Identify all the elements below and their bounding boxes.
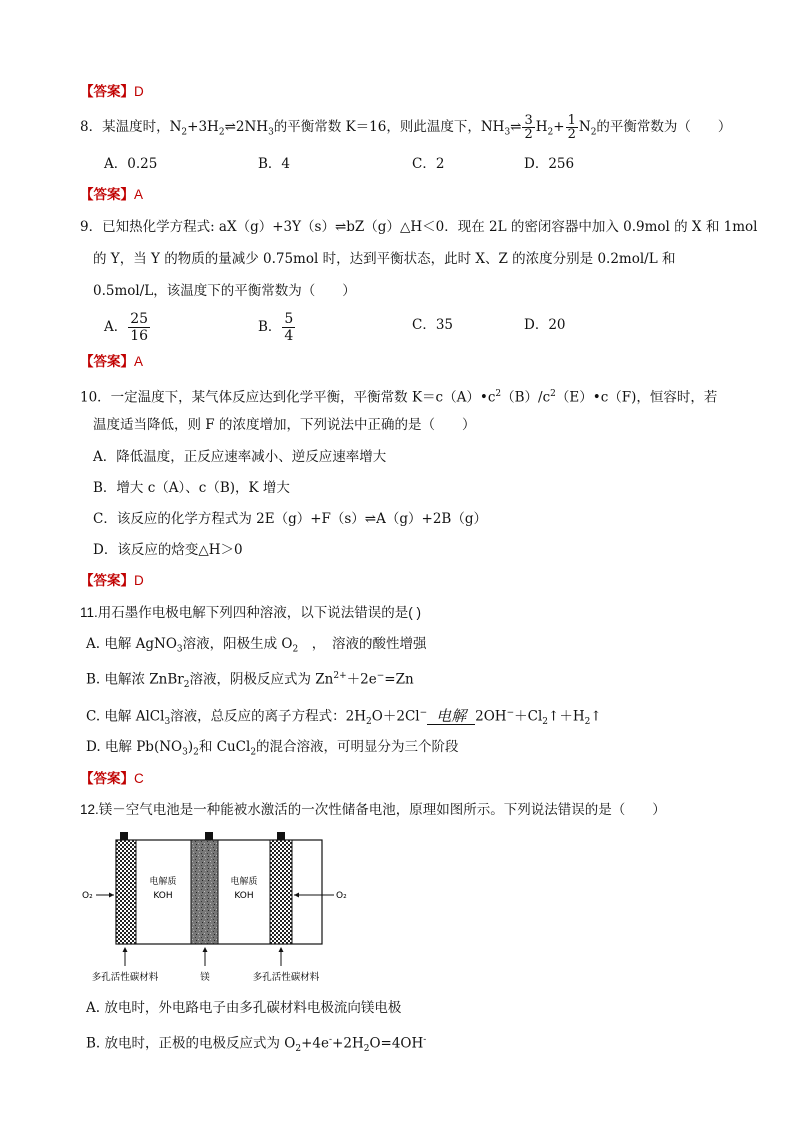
q9-option-c: C．35 xyxy=(412,317,454,333)
magnesium-electrode xyxy=(191,840,218,944)
question-10-line-2: 温度适当降低，则 F 的浓度增加，下列说法中正确的是（ ） xyxy=(93,417,476,433)
q10-option-b: B．增大 c（A）、c（B)，K 增大 xyxy=(93,480,290,496)
q9-option-b: B． $\frac{5}{4}$ xyxy=(258,311,294,344)
answer-value: D xyxy=(134,84,144,99)
question-8-stem: 8．某温度时，$N_2+3H_2\rightleftharpoons 2NH_3$的平衡常数 K＝16，则此温度下，$NH_3\rightleftharpoons$ $\frac{3}{2}$ $H_2+$ $\frac{1}{2}$ $N_2$的平衡常数为（ ） xyxy=(80,113,732,142)
mg-air-battery-diagram xyxy=(80,828,380,988)
question-9-line-3: 0.5mol/L，该温度下的平衡常数为（ ） xyxy=(93,283,356,299)
question-9-line-2: 的 Y，当 Y 的物质的量减少 0.75mol 时，达到平衡状态，此时 X、Z 的浓度分别是 0.2mol/L 和 xyxy=(93,251,676,267)
electrolyte-label-right: 电解质 xyxy=(230,877,258,887)
q11-option-b: B. 电解浓 ZnBr$_2$溶液，阴极反应式为 $Zn^{2+}+2e^-=Zn$ xyxy=(86,671,414,691)
answer-line-q7 xyxy=(80,83,144,101)
carbon-electrode-right xyxy=(270,840,292,944)
answer-line-q8: 【答案】A xyxy=(80,187,144,203)
q11-option-c: C. 电解 AlCl$_3$溶液，总反应的离子方程式：$2H_2O+2Cl^-$ 电解 $2OH^-+Cl_2↑+H_2↑$ xyxy=(86,707,602,728)
q12-option-b: B. 放电时，正极的电极反应式为 $O_2+4e^-+2H_2O=4OH^-$ xyxy=(86,1035,427,1055)
q11-option-d: D. 电解 $Pb(NO_3)_2$和 CuCl$_2$的混合溶液，可明显分为三个阶段 xyxy=(86,739,459,758)
question-12-stem: 12.镁－空气电池是一种能被水激活的一次性储备电池，原理如图所示。下列说法错误的是（ ） xyxy=(80,802,666,817)
label-porous-carbon-right: 多孔活性碳材料 xyxy=(252,972,320,983)
q9-option-d: D．20 xyxy=(524,317,566,333)
o2-label-left: O₂ xyxy=(82,891,93,901)
q9-option-a: A． $\frac{25}{16}$ xyxy=(104,311,149,344)
q10-option-d: D．该反应的焓变△H＞0 xyxy=(93,542,243,558)
electrolyte-label-left: 电解质 xyxy=(149,877,177,887)
q10-option-a: A．降低温度，正反应速率减小、逆反应速率增大 xyxy=(93,449,387,465)
label-porous-carbon-left: 多孔活性碳材料 xyxy=(91,972,159,983)
fraction-1-2: $\frac{1}{2}$ xyxy=(567,113,576,142)
question-11-stem: 11.用石墨作电极电解下列四种溶液，以下说法错误的是( ) xyxy=(80,605,422,620)
question-9-line-1: 9．已知热化学方程式: aX（g）+3Y（s）⇌bZ（g）△H＜0．现在 2L 的密闭容器中加入 0.9mol 的 X 和 1mol xyxy=(80,219,758,235)
electrolysis-arrow: 电解 xyxy=(427,709,475,725)
q10-option-c: C．该反应的化学方程式为 2E（g）+F（s）⇌A（g）+2B（g） xyxy=(93,511,487,527)
label-magnesium: 镁 xyxy=(200,972,210,983)
answer-line-q9: 【答案】A xyxy=(80,354,144,370)
fraction-3-2: $\frac{3}{2}$ xyxy=(524,113,533,142)
q8-option-a: A．0.25 xyxy=(104,156,158,172)
q8-option-c: C．2 xyxy=(412,156,445,172)
q8-option-d: D．256 xyxy=(524,156,575,172)
answer-line-q10: 【答案】D xyxy=(80,573,144,589)
question-10-line-1: 10．一定温度下，某气体反应达到化学平衡，平衡常数 $K=c(A)•c^2(B)/c^2(E)•c(F)$，恒容时，若 xyxy=(80,389,718,406)
koh-label-left: KOH xyxy=(153,891,173,901)
q12-option-a: A. 放电时，外电路电子由多孔碳材料电极流向镁电极 xyxy=(86,1000,402,1016)
answer-bracket: 【答案】 xyxy=(80,84,134,100)
koh-label-right: KOH xyxy=(234,891,254,901)
carbon-electrode-left xyxy=(116,840,136,944)
q8-option-b: B．4 xyxy=(258,156,291,172)
answer-line-q11: 【答案】C xyxy=(80,771,144,787)
q11-option-a: A. 电解 AgNO$_3$溶液，阳极生成 $O_2$ ， 溶液的酸性增强 xyxy=(86,636,427,655)
o2-label-right: O₂ xyxy=(336,891,347,901)
